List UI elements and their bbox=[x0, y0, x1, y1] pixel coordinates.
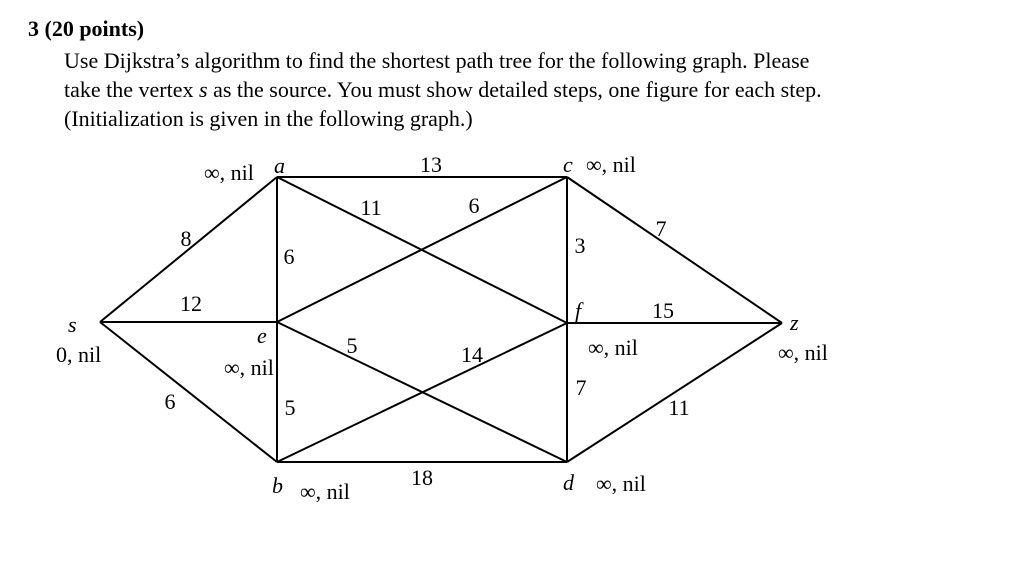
vertex-annotation-e: ∞, nil bbox=[224, 355, 274, 380]
problem-line-3: (Initialization is given in the following graph.) bbox=[64, 106, 473, 131]
vertex-label-d: d bbox=[563, 470, 574, 495]
vertex-label-s: s bbox=[68, 312, 77, 337]
vertex-annotation-b: ∞, nil bbox=[300, 479, 350, 504]
problem-heading: 3 (20 points) bbox=[28, 16, 145, 41]
edge-weight-s-a: 8 bbox=[180, 226, 192, 251]
vertex-label-z: z bbox=[790, 310, 799, 335]
vertex-annotation-z: ∞, nil bbox=[778, 340, 828, 365]
vertex-label-e: e bbox=[257, 323, 267, 348]
edge-weight-e-d: 5 bbox=[346, 333, 358, 358]
edge-weight-e-c: 6 bbox=[468, 193, 480, 218]
edge-weight-a-f: 11 bbox=[360, 195, 382, 220]
edge-weight-a-e: 6 bbox=[283, 244, 295, 269]
edge-weight-d-z: 11 bbox=[668, 395, 690, 420]
vertex-annotation-f: ∞, nil bbox=[588, 335, 638, 360]
graph-labels bbox=[56, 152, 828, 504]
edge-c-z bbox=[567, 177, 782, 323]
problem-line-2-end: as the source. You must show detailed steps, one figure for each step. bbox=[207, 77, 822, 102]
vertex-label-c: c bbox=[563, 152, 573, 177]
vertex-annotation-s: 0, nil bbox=[56, 342, 102, 367]
vertex-annotation-c: ∞, nil bbox=[586, 152, 636, 177]
vertex-annotation-d: ∞, nil bbox=[596, 471, 646, 496]
source-vertex-name: s bbox=[199, 77, 208, 102]
problem-line-1: Use Dijkstra’s algorithm to find the shortest path tree for the following graph. Please bbox=[64, 48, 810, 73]
edge-weight-b-d: 18 bbox=[411, 465, 433, 490]
edge-weight-s-e: 12 bbox=[180, 291, 202, 316]
edge-weight-c-f: 3 bbox=[574, 233, 586, 258]
vertex-label-a: a bbox=[274, 153, 285, 178]
edge-weight-f-z: 15 bbox=[652, 298, 674, 323]
edge-s-b bbox=[100, 322, 277, 462]
edge-weight-e-b: 5 bbox=[284, 395, 296, 420]
edge-weight-s-b: 6 bbox=[164, 389, 176, 414]
vertex-label-b: b bbox=[272, 473, 283, 498]
vertex-label-f: f bbox=[575, 298, 582, 323]
vertex-annotation-a: ∞, nil bbox=[204, 160, 254, 185]
edge-weight-b-f: 14 bbox=[461, 342, 483, 367]
edge-weight-f-d: 7 bbox=[575, 375, 587, 400]
edge-weight-a-c: 13 bbox=[420, 152, 442, 177]
edge-weight-c-z: 7 bbox=[655, 216, 667, 241]
problem-line-2-start: take the vertex bbox=[64, 77, 199, 102]
